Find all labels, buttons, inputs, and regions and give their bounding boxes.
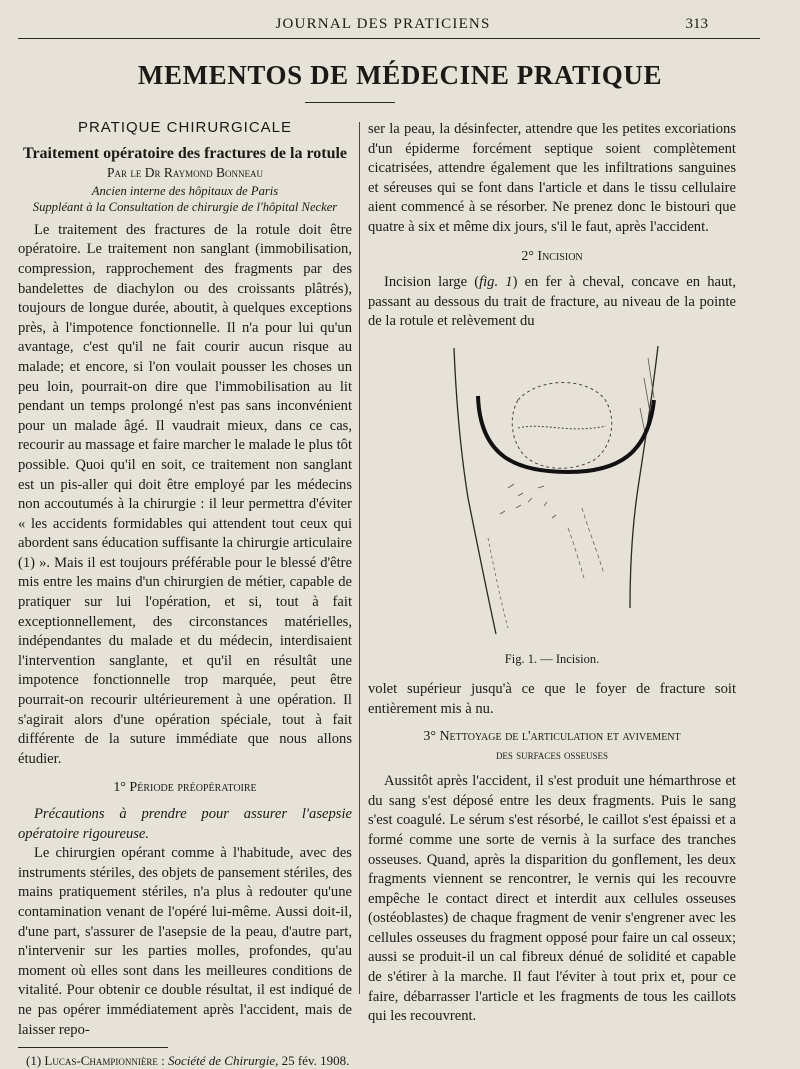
affiliation-line: Ancien interne des hôpitaux de Paris [91, 183, 279, 198]
left-column [18, 118, 352, 1069]
incision-heading: 2° Incision [521, 248, 583, 264]
precautions-subheading: Précautions à prendre pour assurer l'asepsie opératoire rigoureuse. [18, 806, 352, 842]
footnote-author: Lucas-Championnière : [44, 1053, 165, 1069]
footnote-source: Société de Chirurgie, [167, 1053, 279, 1069]
right-column [368, 120, 736, 1027]
author-affiliations [18, 183, 352, 215]
period-heading: 1° Période préopératoire [113, 780, 257, 796]
continuation-paragraph: ser la peau, la désinfecter, attendre que les petites excoriations d'un épiderme forcément septique soient complètement cicatrisées, attendre également que les infiltrations sanguines et séreuses qui se font dans l'article et dans le tissu cellulaire aient commencé à se résorber. Ne prenez donc le bistouri que quatre à six et même dix jours, s'il le faut, après l'accident. [368, 121, 736, 235]
intro-paragraph: Le traitement des fractures de la rotule doit être opératoire. Le traitement non sanglant (immobilisation, compression, rapprochement des fragments par des bandelettes de diachylon ou des croissants plâtrés), toujours de longue durée, aboutit, à quelques exceptions près, à l'impotence fonctionnelle. Il n'a pour lui qu'un avantage, c'est qu'il ne fait courir aucun risque au malade; et encore, si l'on voulait pousser les choses un peu loin, pourrait-on dire que l'immobilisation au lit pendant un temps prolongé n'est pas sans inconvénient pour un malade âgé. Il vaudrait mieux, dans ce cas, recourir au massage et faire marcher le malade le plus tôt possible. Quoi qu'il en soit, ce traitement non sanglant est un pis-aller qui doit être employé par les médecins non accoutumés à la chirurgie : il leur permettra d'éviter « les accidents formidables qui attendent tout ceux qui abordent sans éducation suffisante la chirurgie articulaire (1) ». Mais il est toujours préférable pour le blessé d'être mis entre les mains d'un chirurgien de métier, capable de pratiquer sur lui l'opération, et si, tout à fait exceptionnellement, des circonstances matérielles, indépendantes du malade et du médecin, interdisaient l'intervention sanglante, et qu'il en résultât une impotence fonctionnelle trop marquée, peut être pourrait-on recourir ultérieurement à une opération. Il s'agirait alors d'une opération spéciale, tout à fait différente de la suture immédiate que nous allons étudier. [18, 221, 352, 767]
figure-reference: fig. 1 [479, 274, 513, 291]
cleaning-paragraph: Aussitôt après l'accident, il s'est produit une hémarthrose et du sang s'est déposé entre les deux fragments. Puis le sang s'est coagulé. Le sérum s'est résorbé, le caillot s'est épaissi et a formé comme une sorte de vernis à la surface des tranches osseuses. Quand, après la disparition du gonflement, les deux fragments viennent se rencontrer, le vernis qui les recouvre empêche le contact direct et interdit aux cellules osseuses (ostéoblastes) de chaque fragment de venir s'engrener avec les cellules osseuses du fragment opposé pour faire un cal osseux; aussi se produit-il un cal fibreux dénué de solidité et capable de s'étirer à la marche. Il faut l'éviter à tout prix et, pour ce faire, débarrasser l'article et les fragments de tous les caillots qui les recouvrent. [368, 773, 736, 1025]
affiliation-line: Suppléant à la Consultation de chirurgie de l'hôpital Necker [32, 199, 338, 214]
author-byline: Par le Dr Raymond Bonneau [107, 165, 263, 181]
figure-caption: Fig. 1. — Incision. [504, 651, 600, 666]
footnote [18, 1052, 352, 1069]
cleaning-heading [368, 728, 736, 765]
precautions-paragraph: Le chirurgien opérant comme à l'habitude, avec des instruments stériles, des objets de pansement stériles, des mains pratiquement stériles, n'a plus à redouter qu'une contamination venant de l'opéré lui-même. Aussi doit-il, d'une part, s'assurer de l'asepsie de la peau, d'autre part, n'intervenir sur les parties molles, profondes, qu'au moment où elles sont dans les meilleures conditions de vitalité. Pour obtenir ce double résultat, il est indiqué de ne pas opérer immédiatement après l'accident, mais de laisser repo- [18, 845, 352, 1038]
incision-paragraph [368, 273, 736, 332]
after-figure-paragraph: volet supérieur jusqu'à ce que le foyer de fracture soit entièrement mis à nu. [368, 680, 736, 717]
article-title: Traitement opératoire des fractures de la rotule [22, 144, 348, 162]
running-head [0, 0, 800, 34]
figure-incision [368, 338, 736, 666]
knee-incision-illustration [368, 338, 736, 638]
title-rule [305, 102, 395, 103]
footnote-date: 25 fév. 1908. [281, 1053, 350, 1069]
cleaning-heading-line: des surfaces osseuses [495, 748, 609, 763]
section-label: PRATIQUE CHIRURGICALE [77, 119, 293, 136]
footnote-marker: (1) [26, 1053, 42, 1069]
column-divider [359, 122, 360, 994]
journal-title: JOURNAL DES PRATICIENS [275, 16, 491, 32]
header-rule [18, 38, 760, 39]
section-main-title: MEMENTOS DE MÉDECINE PRATIQUE [137, 60, 663, 90]
cleaning-heading-line: 3° Nettoyage de l'articulation et avivement [423, 729, 681, 745]
page-number: 313 [685, 16, 708, 32]
footnote-rule [18, 1047, 168, 1048]
incision-text-start: Incision large ( [384, 274, 480, 291]
incision-text-end: ) en fer à cheval, concave en haut, passant au dessous du trait de fracture, au niveau de la pointe de la rotule et relèvement du [368, 274, 736, 330]
